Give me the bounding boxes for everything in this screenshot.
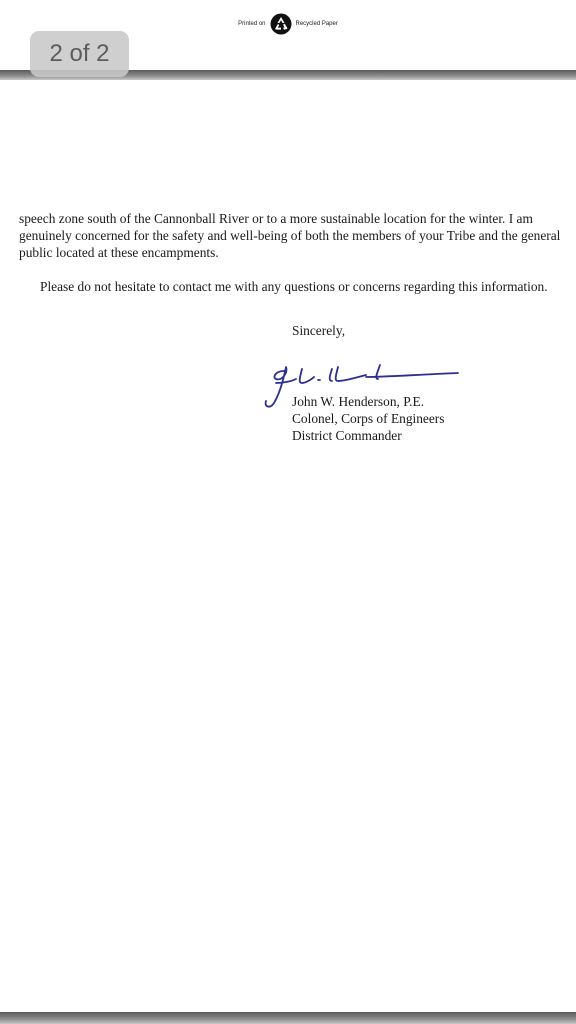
page-bottom-divider (0, 1012, 576, 1024)
recycle-icon (270, 13, 292, 35)
paragraph-continuation: speech zone south of the Cannonball River or to a more sustainable location for the winter. I am genuinely concerned for the safety and well-being of both the members of your Tribe and the general public located at these encampments. (19, 211, 561, 260)
page-counter-badge: 2 of 2 (30, 31, 129, 77)
letter-body (19, 210, 564, 312)
signer-role: District Commander (292, 428, 402, 443)
signature-block (292, 393, 444, 444)
letter-closing: Sincerely, (292, 323, 346, 338)
paragraph-contact: Please do not hesitate to contact me with any questions or concerns regarding this information. (40, 279, 548, 294)
printed-on-label: Printed on (238, 21, 266, 27)
letter-page (0, 80, 576, 1012)
recycled-paper-label: Recycled Paper (295, 21, 338, 27)
signer-name: John W. Henderson, P.E. (292, 394, 425, 409)
signer-title: Colonel, Corps of Engineers (292, 411, 445, 426)
